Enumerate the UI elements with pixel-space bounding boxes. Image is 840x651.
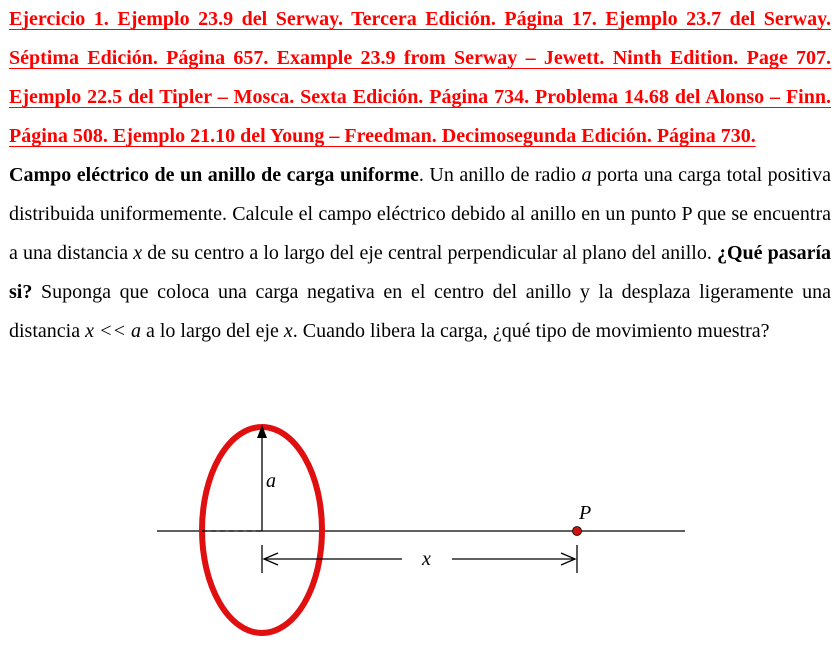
problem-title: Campo eléctrico de un anillo de carga uniforme xyxy=(9,164,419,186)
distance-label: x xyxy=(422,548,431,570)
ring-figure xyxy=(0,420,840,651)
var-a: a xyxy=(581,164,592,186)
what-if-label: ¿Qué pasaría si? xyxy=(9,242,832,303)
point-p-label: P xyxy=(579,502,592,524)
point-p xyxy=(573,527,582,536)
document-page xyxy=(9,0,831,351)
radius-label: a xyxy=(266,470,276,492)
problem-statement xyxy=(9,156,831,351)
problem-text-2: porta una carga total positiva distribuida uniformemente. Calcule el campo eléctrico debido al anillo en un punto P que se encuentra a una distancia xyxy=(9,164,831,264)
problem-text-4: Suponga que coloca una carga negativa en el centro del anillo y la desplaza ligeramente una distancia xyxy=(9,281,831,342)
problem-text-6: . Cuando libera la carga, ¿qué tipo de movimiento muestra? xyxy=(292,320,770,342)
exercise-heading: Ejercicio 1. Ejemplo 23.9 del Serway. Tercera Edición. Página 17. Ejemplo 23.7 del Serway. Séptima Edición. Página 657. Example 23.9 from Serway – Jewett. Ninth Edition. Page 707. Ejemplo 22.5 del Tipler – Mosca. Sexta Edición. Página 734. Problema 14.68 del Alonso – Finn. Página 508. Ejemplo 21.10 del Young – Freedman. Decimosegunda Edición. Página 730. xyxy=(9,8,831,147)
var-x: x xyxy=(133,242,143,264)
problem-text-1: . Un anillo de radio xyxy=(418,164,582,186)
var-x-axis: x xyxy=(283,320,293,342)
condition-x-ll-a: x << a xyxy=(85,320,141,342)
problem-text-3: de su centro a lo largo del eje central perpendicular al plano del anillo. xyxy=(142,242,717,264)
problem-text-5: a lo largo del eje xyxy=(140,320,284,342)
